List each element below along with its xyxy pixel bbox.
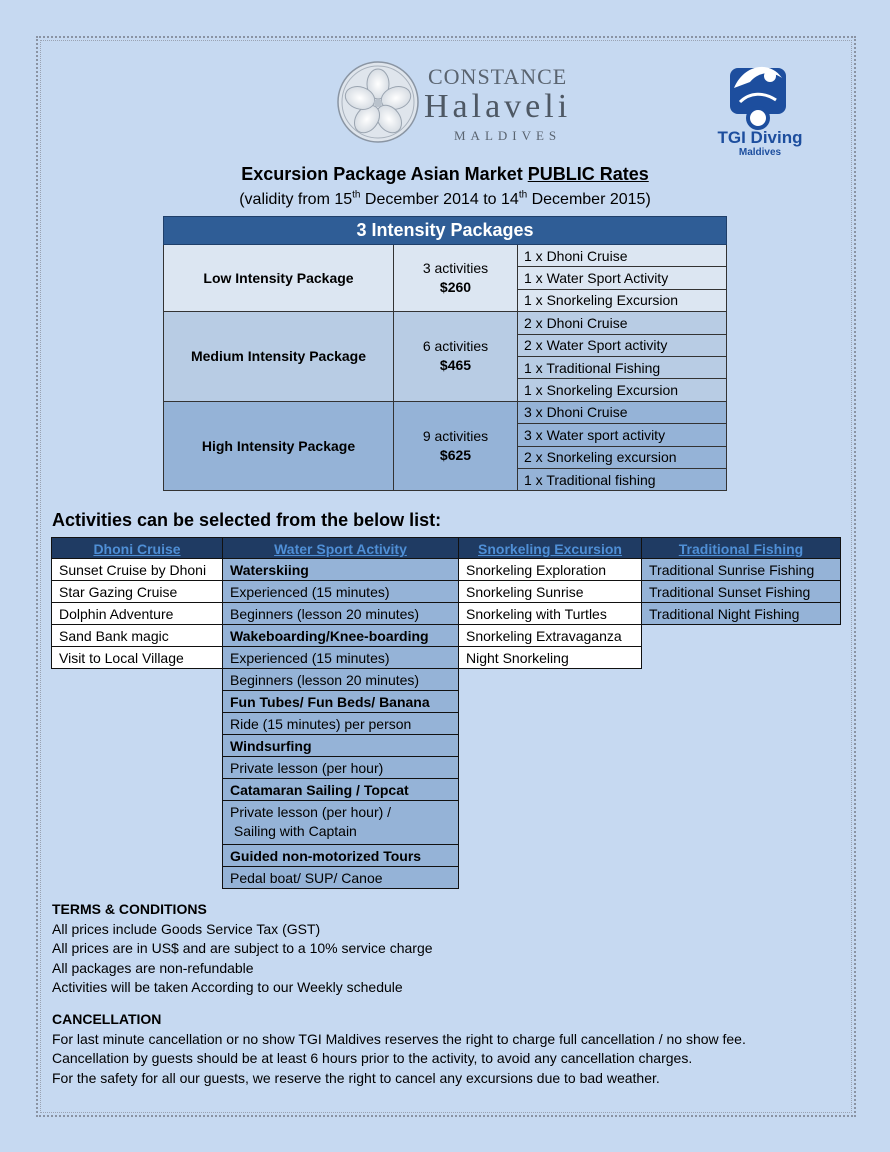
terms-heading: TERMS & CONDITIONS: [52, 901, 207, 917]
activity-item: Beginners (lesson 20 minutes): [222, 669, 459, 691]
halaveli-text: Halaveli: [424, 88, 572, 125]
activities-table: [51, 537, 841, 887]
column-water-sport: [222, 537, 459, 889]
package-item: 3 x Water sport activity: [518, 424, 727, 446]
tgi-maldives-text: Maldives: [738, 147, 782, 158]
activity-item: Snorkeling Sunrise: [458, 581, 642, 603]
activity-category: Guided non-motorized Tours: [222, 845, 459, 867]
activity-item: Snorkeling Exploration: [458, 559, 642, 581]
package-item: 1 x Traditional fishing: [518, 468, 727, 490]
package-row-low: [164, 245, 727, 267]
terms-section: [52, 900, 433, 998]
tgi-diving-text: TGI Diving: [717, 128, 803, 147]
validity-part-c: December 2015): [527, 191, 651, 208]
package-item: 1 x Snorkeling Excursion: [518, 289, 727, 311]
activity-item: Beginners (lesson 20 minutes): [222, 603, 459, 625]
terms-line: All packages are non-refundable: [52, 959, 254, 976]
package-row-high: [164, 401, 727, 423]
package-item: 2 x Dhoni Cruise: [518, 312, 727, 334]
column-snorkeling: [458, 537, 642, 669]
package-name: Low Intensity Package: [164, 245, 394, 312]
package-count: 9 activities: [422, 428, 489, 445]
activity-category: Catamaran Sailing / Topcat: [222, 779, 459, 801]
column-header: Water Sport Activity: [222, 537, 459, 559]
activity-item: Snorkeling with Turtles: [458, 603, 642, 625]
validity-part-a: (validity from 15: [239, 191, 353, 208]
packages-table: [163, 216, 727, 491]
cancellation-heading: CANCELLATION: [52, 1011, 162, 1027]
package-item: 2 x Snorkeling excursion: [518, 446, 727, 468]
activity-category: Waterskiing: [222, 559, 459, 581]
activity-category: Fun Tubes/ Fun Beds/ Banana: [222, 691, 459, 713]
activity-item: Star Gazing Cruise: [51, 581, 223, 603]
package-count: 6 activities: [422, 338, 489, 355]
activity-category: Wakeboarding/Knee-boarding: [222, 625, 459, 647]
package-count: 3 activities: [422, 260, 489, 277]
constance-halaveli-logo: [336, 60, 586, 150]
cancellation-line: For last minute cancellation or no show TGI Maldives reserves the right to charge full cancellation / no show fee.: [52, 1030, 746, 1047]
packages-header: 3 Intensity Packages: [164, 217, 727, 245]
activity-item: Visit to Local Village: [51, 647, 223, 669]
activity-item: Experienced (15 minutes): [222, 581, 459, 603]
page-title: [0, 164, 890, 185]
title-emphasis: PUBLIC Rates: [527, 164, 649, 184]
package-item: 2 x Water Sport activity: [518, 334, 727, 356]
cancellation-section: [52, 1010, 746, 1088]
package-price: $260: [439, 279, 472, 296]
activity-item: Experienced (15 minutes): [222, 647, 459, 669]
package-count-price: [394, 312, 518, 402]
terms-line: Activities will be taken According to our Weekly schedule: [52, 979, 403, 995]
package-price: $625: [439, 447, 472, 464]
package-row-medium: [164, 312, 727, 334]
activity-item: Sand Bank magic: [51, 625, 223, 647]
package-item: 1 x Dhoni Cruise: [518, 245, 727, 267]
column-header: Dhoni Cruise: [51, 537, 223, 559]
activity-item: Traditional Sunset Fishing: [641, 581, 841, 603]
activity-category: Windsurfing: [222, 735, 459, 757]
flower-icon: [336, 60, 420, 144]
column-dhoni-cruise: [51, 537, 223, 669]
validity-part-b: December 2014 to 14: [360, 191, 519, 208]
column-traditional-fishing: [641, 537, 841, 625]
package-item: 1 x Snorkeling Excursion: [518, 379, 727, 401]
activity-item: Traditional Night Fishing: [641, 603, 841, 625]
activity-item: Pedal boat/ SUP/ Canoe: [222, 867, 459, 889]
activity-item: Private lesson (per hour): [222, 757, 459, 779]
title-text: Excursion Package Asian Market: [241, 164, 528, 184]
activity-item: Sunset Cruise by Dhoni: [51, 559, 223, 581]
cancellation-line: Cancellation by guests should be at least 6 hours prior to the activity, to avoid any cancellation charges.: [52, 1050, 693, 1066]
activity-item: Night Snorkeling: [458, 647, 642, 669]
activity-item: Traditional Sunrise Fishing: [641, 559, 841, 581]
validity-sup-2: th: [518, 189, 528, 201]
activity-item-line: Private lesson (per hour) /: [230, 804, 392, 820]
constance-brand-text: CONSTANCE: [428, 64, 568, 89]
package-name: Medium Intensity Package: [164, 312, 394, 402]
package-name: High Intensity Package: [164, 401, 394, 491]
terms-line: All prices are in US$ and are subject to a 10% service charge: [52, 940, 433, 956]
activity-item: Ride (15 minutes) per person: [222, 713, 459, 735]
activity-item: [222, 801, 459, 845]
package-price: $465: [439, 357, 472, 374]
cancellation-line: For the safety for all our guests, we reserve the right to cancel any excursions due to bad weather.: [52, 1069, 660, 1086]
package-count-price: [394, 245, 518, 312]
package-item: 1 x Water Sport Activity: [518, 267, 727, 289]
validity-line: [0, 191, 890, 209]
activity-item-line: Sailing with Captain: [230, 823, 357, 839]
package-item: 1 x Traditional Fishing: [518, 356, 727, 378]
package-count-price: [394, 401, 518, 491]
validity-sup-1: th: [352, 189, 361, 201]
activity-item: Snorkeling Extravaganza: [458, 625, 642, 647]
activities-heading: Activities can be selected from the below list:: [52, 510, 442, 530]
column-header: Traditional Fishing: [641, 537, 841, 559]
column-header: Snorkeling Excursion: [458, 537, 642, 559]
terms-line: All prices include Goods Service Tax (GST): [52, 920, 321, 937]
tgi-diving-logo: [700, 58, 820, 158]
maldives-text: MALDIVES: [454, 128, 562, 143]
activity-item: Dolphin Adventure: [51, 603, 223, 625]
package-item: 3 x Dhoni Cruise: [518, 401, 727, 423]
diver-icon: [724, 58, 792, 130]
